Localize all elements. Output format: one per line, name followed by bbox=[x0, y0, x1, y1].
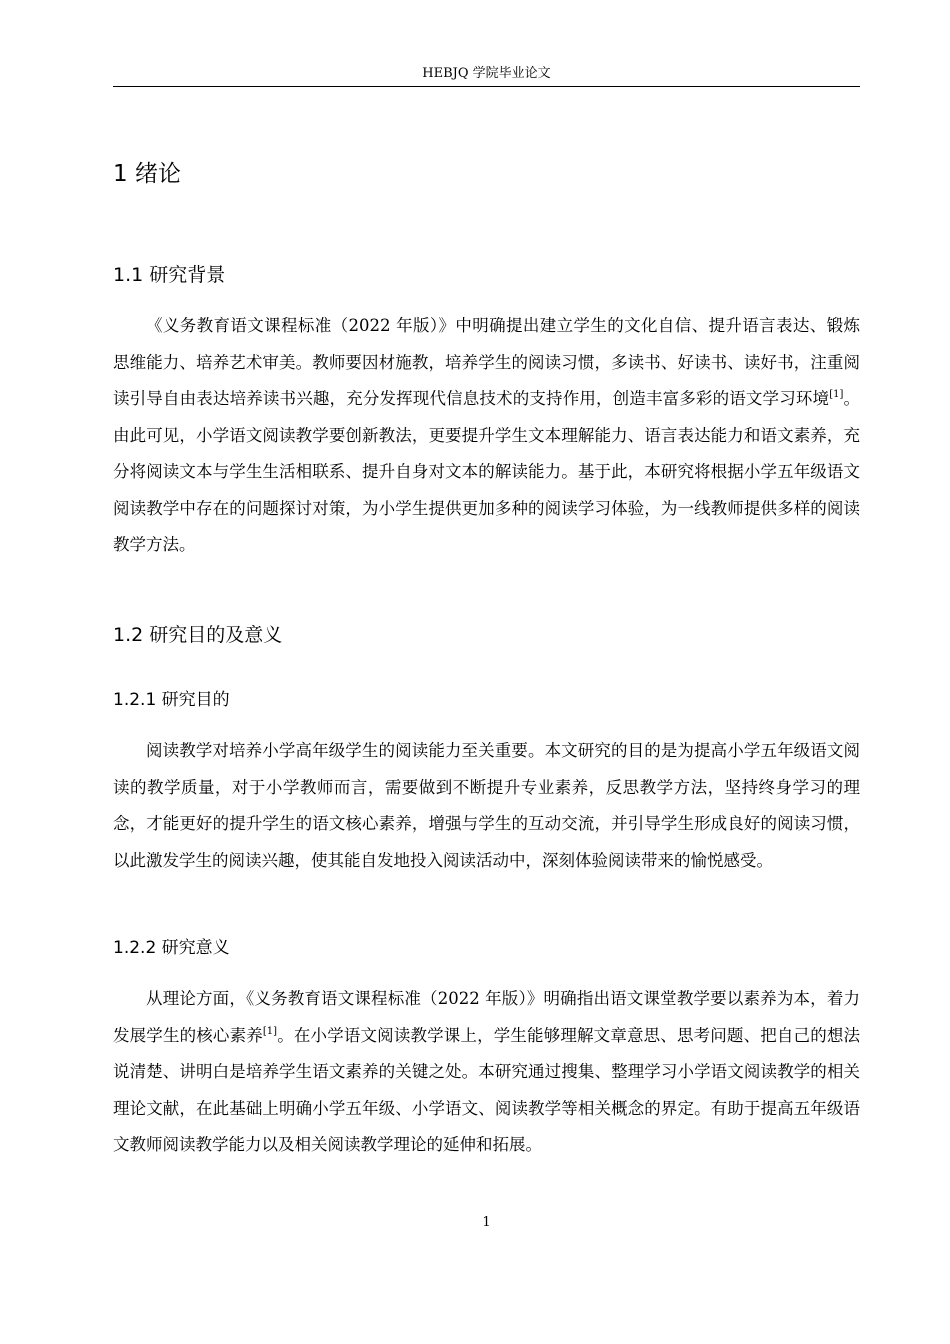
section-title-purpose-significance: 1.2 研究目的及意义 bbox=[113, 624, 283, 646]
subsection-title-significance: 1.2.2 研究意义 bbox=[113, 938, 230, 958]
chapter-title: 1 绪论 bbox=[113, 161, 181, 187]
page-header: HEBJQ 学院毕业论文 bbox=[422, 66, 551, 81]
citation-ref: [1] bbox=[829, 389, 844, 400]
section-title-background: 1.1 研究背景 bbox=[113, 264, 226, 286]
paragraph-text: 从理论方面，《义务教育语文课程标准（2022 年版）》明确指出语文课堂教学要以素养为本，着力发展学生的核心素养 bbox=[113, 989, 860, 1045]
paragraph-significance bbox=[113, 981, 860, 1164]
paragraph-purpose: 阅读教学对培养小学高年级学生的阅读能力至关重要。本文研究的目的是为提高小学五年级语文阅读的教学质量，对于小学教师而言，需要做到不断提升专业素养，反思教学方法，坚持终身学习的理念，才能更好的提升学生的语文核心素养，增强与学生的互动交流，并引导学生形成良好的阅读习惯，以此激发学生的阅读兴趣，使其能自发地投入阅读活动中，深刻体验阅读带来的愉悦感受。 bbox=[113, 741, 860, 870]
paragraph-text: 。在小学语文阅读教学课上，学生能够理解文章意思、思考问题、把自己的想法说清楚、讲明白是培养学生语文素养的关键之处。本研究通过搜集、整理学习小学语文阅读教学的相关理论文献，在此基础上明确小学五年级、小学语文、阅读教学等相关概念的界定。有助于提高五年级语文教师阅读教学能力以及相关阅读教学理论的延伸和拓展。 bbox=[113, 1025, 861, 1154]
paragraph-text: 。由此可见，小学语文阅读教学要创新教法，更要提升学生文本理解能力、语言表达能力和语文素养，充分将阅读文本与学生生活相联系、提升自身对文本的解读能力。基于此，本研究将根据小学五年级语文阅读教学中存在的问题探讨对策，为小学生提供更加多种的阅读学习体验，为一线教师提供多样的阅读教学方法。 bbox=[113, 389, 861, 554]
header-rule bbox=[113, 86, 860, 87]
page-number: 1 bbox=[482, 1215, 491, 1230]
citation-ref: [1] bbox=[262, 1025, 278, 1037]
subsection-title-purpose: 1.2.1 研究目的 bbox=[113, 690, 230, 710]
paragraph-background bbox=[113, 308, 860, 564]
paragraph-text: 《义务教育语文课程标准（2022 年版）》中明确提出建立学生的文化自信、提升语言表达、锻炼思维能力、培养艺术审美。教师要因材施教，培养学生的阅读习惯，多读书、好读书、读好书，注重阅读引导自由表达培养读书兴趣，充分发挥现代信息技术的支持作用，创造丰富多彩的语文学习环境 bbox=[113, 316, 860, 408]
